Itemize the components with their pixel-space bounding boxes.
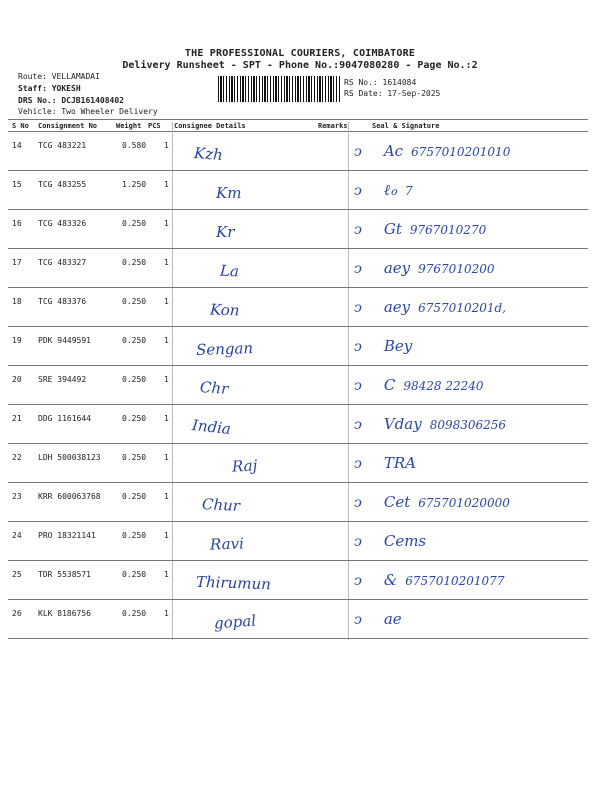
pieces-count: 1 [164,609,169,618]
barcode [218,76,340,102]
table-row [8,560,588,599]
pieces-count: 1 [164,531,169,540]
document-title: THE PROFESSIONAL COURIERS, COIMBATORE [184,48,416,59]
delivery-tick-mark: ↄ [354,222,362,238]
table-row [8,365,588,404]
vehicle-line [18,107,158,116]
weight-value: 0.250 [122,570,147,579]
seal-signature [354,336,420,355]
table-row [8,209,588,248]
drs-label: DRS No.: [18,96,57,105]
rs-date-line [344,89,440,98]
seal-signature [354,375,484,394]
pieces-count: 1 [164,219,169,228]
rs-date-label: RS Date: [344,89,383,98]
consignee-handwritten-name: Ravi [209,534,245,554]
consignment-number: TCG 483326 [38,219,87,228]
receiver-signature: Vday [383,415,422,433]
seal-signature [354,141,510,160]
table-row [8,404,588,443]
pieces-count: 1 [164,336,169,345]
consignee-handwritten-name: Kzh [193,144,224,164]
delivery-tick-mark: ↄ [354,183,362,199]
serial-number: 16 [12,219,22,228]
weight-value: 0.250 [122,375,147,384]
route-value: VELLAMADAI [51,72,100,81]
serial-number: 24 [12,531,22,540]
serial-number: 15 [12,180,22,189]
consignment-number: KRR 600063768 [38,492,101,501]
delivery-tick-mark: ↄ [354,534,362,550]
weight-value: 0.250 [122,297,147,306]
weight-value: 0.250 [122,414,147,423]
table-row [8,482,588,521]
receiver-signature: aey [383,298,411,316]
pieces-count: 1 [164,141,169,150]
consignment-number: SRE 394492 [38,375,87,384]
column-header-remarks: Remarks [318,122,348,130]
table-row [8,131,588,170]
staff-value: YOKESH [51,84,81,93]
serial-number: 14 [12,141,22,150]
staff-label: Staff: [18,84,47,93]
delivery-tick-mark: ↄ [354,573,362,589]
consignee-handwritten-name: Raj [231,456,258,476]
table-row [8,287,588,326]
table-row [8,326,588,365]
seal-signature [354,570,504,589]
serial-number: 18 [12,297,22,306]
pieces-count: 1 [164,492,169,501]
consignee-handwritten-name: Chur [201,495,241,515]
table-row [8,443,588,482]
seal-signature [354,258,495,277]
delivery-tick-mark: ↄ [354,612,362,628]
consignee-handwritten-name: La [219,261,240,281]
table-row [8,521,588,560]
receiver-signature: C [383,376,396,394]
receiver-phone: 6757010201010 [411,145,511,159]
consignee-handwritten-name: Km [216,184,242,202]
serial-number: 19 [12,336,22,345]
seal-signature [354,180,413,200]
column-header-consignee: Consignee Details [174,122,246,130]
receiver-signature: Gt [383,220,402,238]
weight-value: 0.250 [122,453,147,462]
serial-number: 21 [12,414,22,423]
consignee-handwritten-name: Thirumun [195,572,272,594]
serial-number: 17 [12,258,22,267]
serial-number: 20 [12,375,22,384]
pieces-count: 1 [164,297,169,306]
consignment-number: KLK 8186756 [38,609,91,618]
consignee-handwritten-name: India [191,416,232,438]
receiver-phone: 6757010201077 [405,574,505,588]
pieces-count: 1 [164,180,169,189]
receiver-phone: 9767010200 [418,262,495,276]
staff-line [18,84,81,93]
delivery-tick-mark: ↄ [354,339,362,355]
column-header-consignment: Consignment No [38,122,98,130]
weight-value: 0.250 [122,609,147,618]
weight-value: 0.250 [122,492,147,501]
seal-signature [354,531,434,550]
weight-value: 0.580 [122,141,147,150]
consignment-number: DDG 1161644 [38,414,91,423]
pieces-count: 1 [164,570,169,579]
receiver-phone: 9767010270 [409,223,487,237]
receiver-signature: TRA [383,454,416,472]
consignee-handwritten-name: Kon [209,300,240,320]
serial-number: 23 [12,492,22,501]
receiver-signature: ae [383,610,402,628]
receiver-signature: & [383,571,398,589]
weight-value: 0.250 [122,219,147,228]
delivery-tick-mark: ↄ [354,417,362,433]
route-label: Route: [18,72,47,81]
vehicle-value: Two Wheeler Delivery [61,107,158,116]
rs-number-label: RS No.: [344,78,378,87]
serial-number: 22 [12,453,22,462]
receiver-signature: Cet [383,493,411,511]
delivery-tick-mark: ↄ [354,456,362,472]
receiver-signature: Cems [383,532,427,550]
column-header-seal: Seal & Signature [372,122,440,130]
drs-value: DCJB161408402 [61,96,124,105]
receiver-phone: 8098306256 [429,418,507,432]
consignee-handwritten-name: Chr [199,378,229,398]
delivery-tick-mark: ↄ [354,378,362,394]
delivery-tick-mark: ↄ [354,495,362,511]
weight-value: 0.250 [122,258,147,267]
delivery-tick-mark: ↄ [354,261,362,277]
drs-line [18,96,124,105]
pieces-count: 1 [164,453,169,462]
receiver-phone: 675701020000 [418,496,510,510]
rs-number-value: 1614084 [382,78,417,87]
document-subtitle: Delivery Runsheet - SPT - Phone No.:9047080280 - Page No.:2 [122,60,478,71]
table-row [8,170,588,209]
seal-signature [354,219,486,238]
consignment-number: LDH 500038123 [38,453,101,462]
row-divider [8,638,588,639]
vehicle-label: Vehicle: [18,107,57,116]
consignment-number: TDR 5538571 [38,570,91,579]
receiver-signature: aey [383,259,411,277]
seal-signature [354,609,410,628]
pieces-count: 1 [164,375,169,384]
receiver-signature: ℓℴ [383,181,398,199]
rs-date-value: 17-Sep-2025 [387,89,441,98]
table-row [8,599,588,638]
seal-signature [354,297,506,316]
receiver-signature: Ac [383,142,404,160]
seal-signature [354,453,424,472]
weight-value: 1.250 [122,180,147,189]
consignment-number: TCG 483255 [38,180,87,189]
seal-signature [354,492,510,511]
pieces-count: 1 [164,258,169,267]
consignment-number: TCG 483327 [38,258,87,267]
table-row [8,248,588,287]
delivery-tick-mark: ↄ [354,300,362,316]
pieces-count: 1 [164,414,169,423]
consignment-number: TCG 483376 [38,297,87,306]
consignee-handwritten-name: gopal [213,611,257,633]
receiver-phone: 98428 22240 [403,379,484,393]
consignment-number: PRO 18321141 [38,531,96,540]
serial-number: 26 [12,609,22,618]
column-header-weight: Weight [116,122,142,130]
column-header-pcs: PCS [148,122,161,130]
weight-value: 0.250 [122,336,147,345]
rs-number-line [344,78,416,87]
weight-value: 0.250 [122,531,147,540]
receiver-signature: Bey [383,337,413,355]
serial-number: 25 [12,570,22,579]
route-line [18,72,100,81]
consignee-handwritten-name: Kr [216,223,235,241]
delivery-tick-mark: ↄ [354,144,362,160]
receiver-phone: 6757010201d, [418,301,506,315]
consignment-number: TCG 483221 [38,141,87,150]
receiver-phone: 7 [405,184,413,198]
seal-signature [354,414,506,433]
column-header-sno: S No [12,122,29,130]
table-top-rule [8,119,588,120]
consignee-handwritten-name: Sengan [195,339,254,359]
consignment-number: PDK 9449591 [38,336,91,345]
